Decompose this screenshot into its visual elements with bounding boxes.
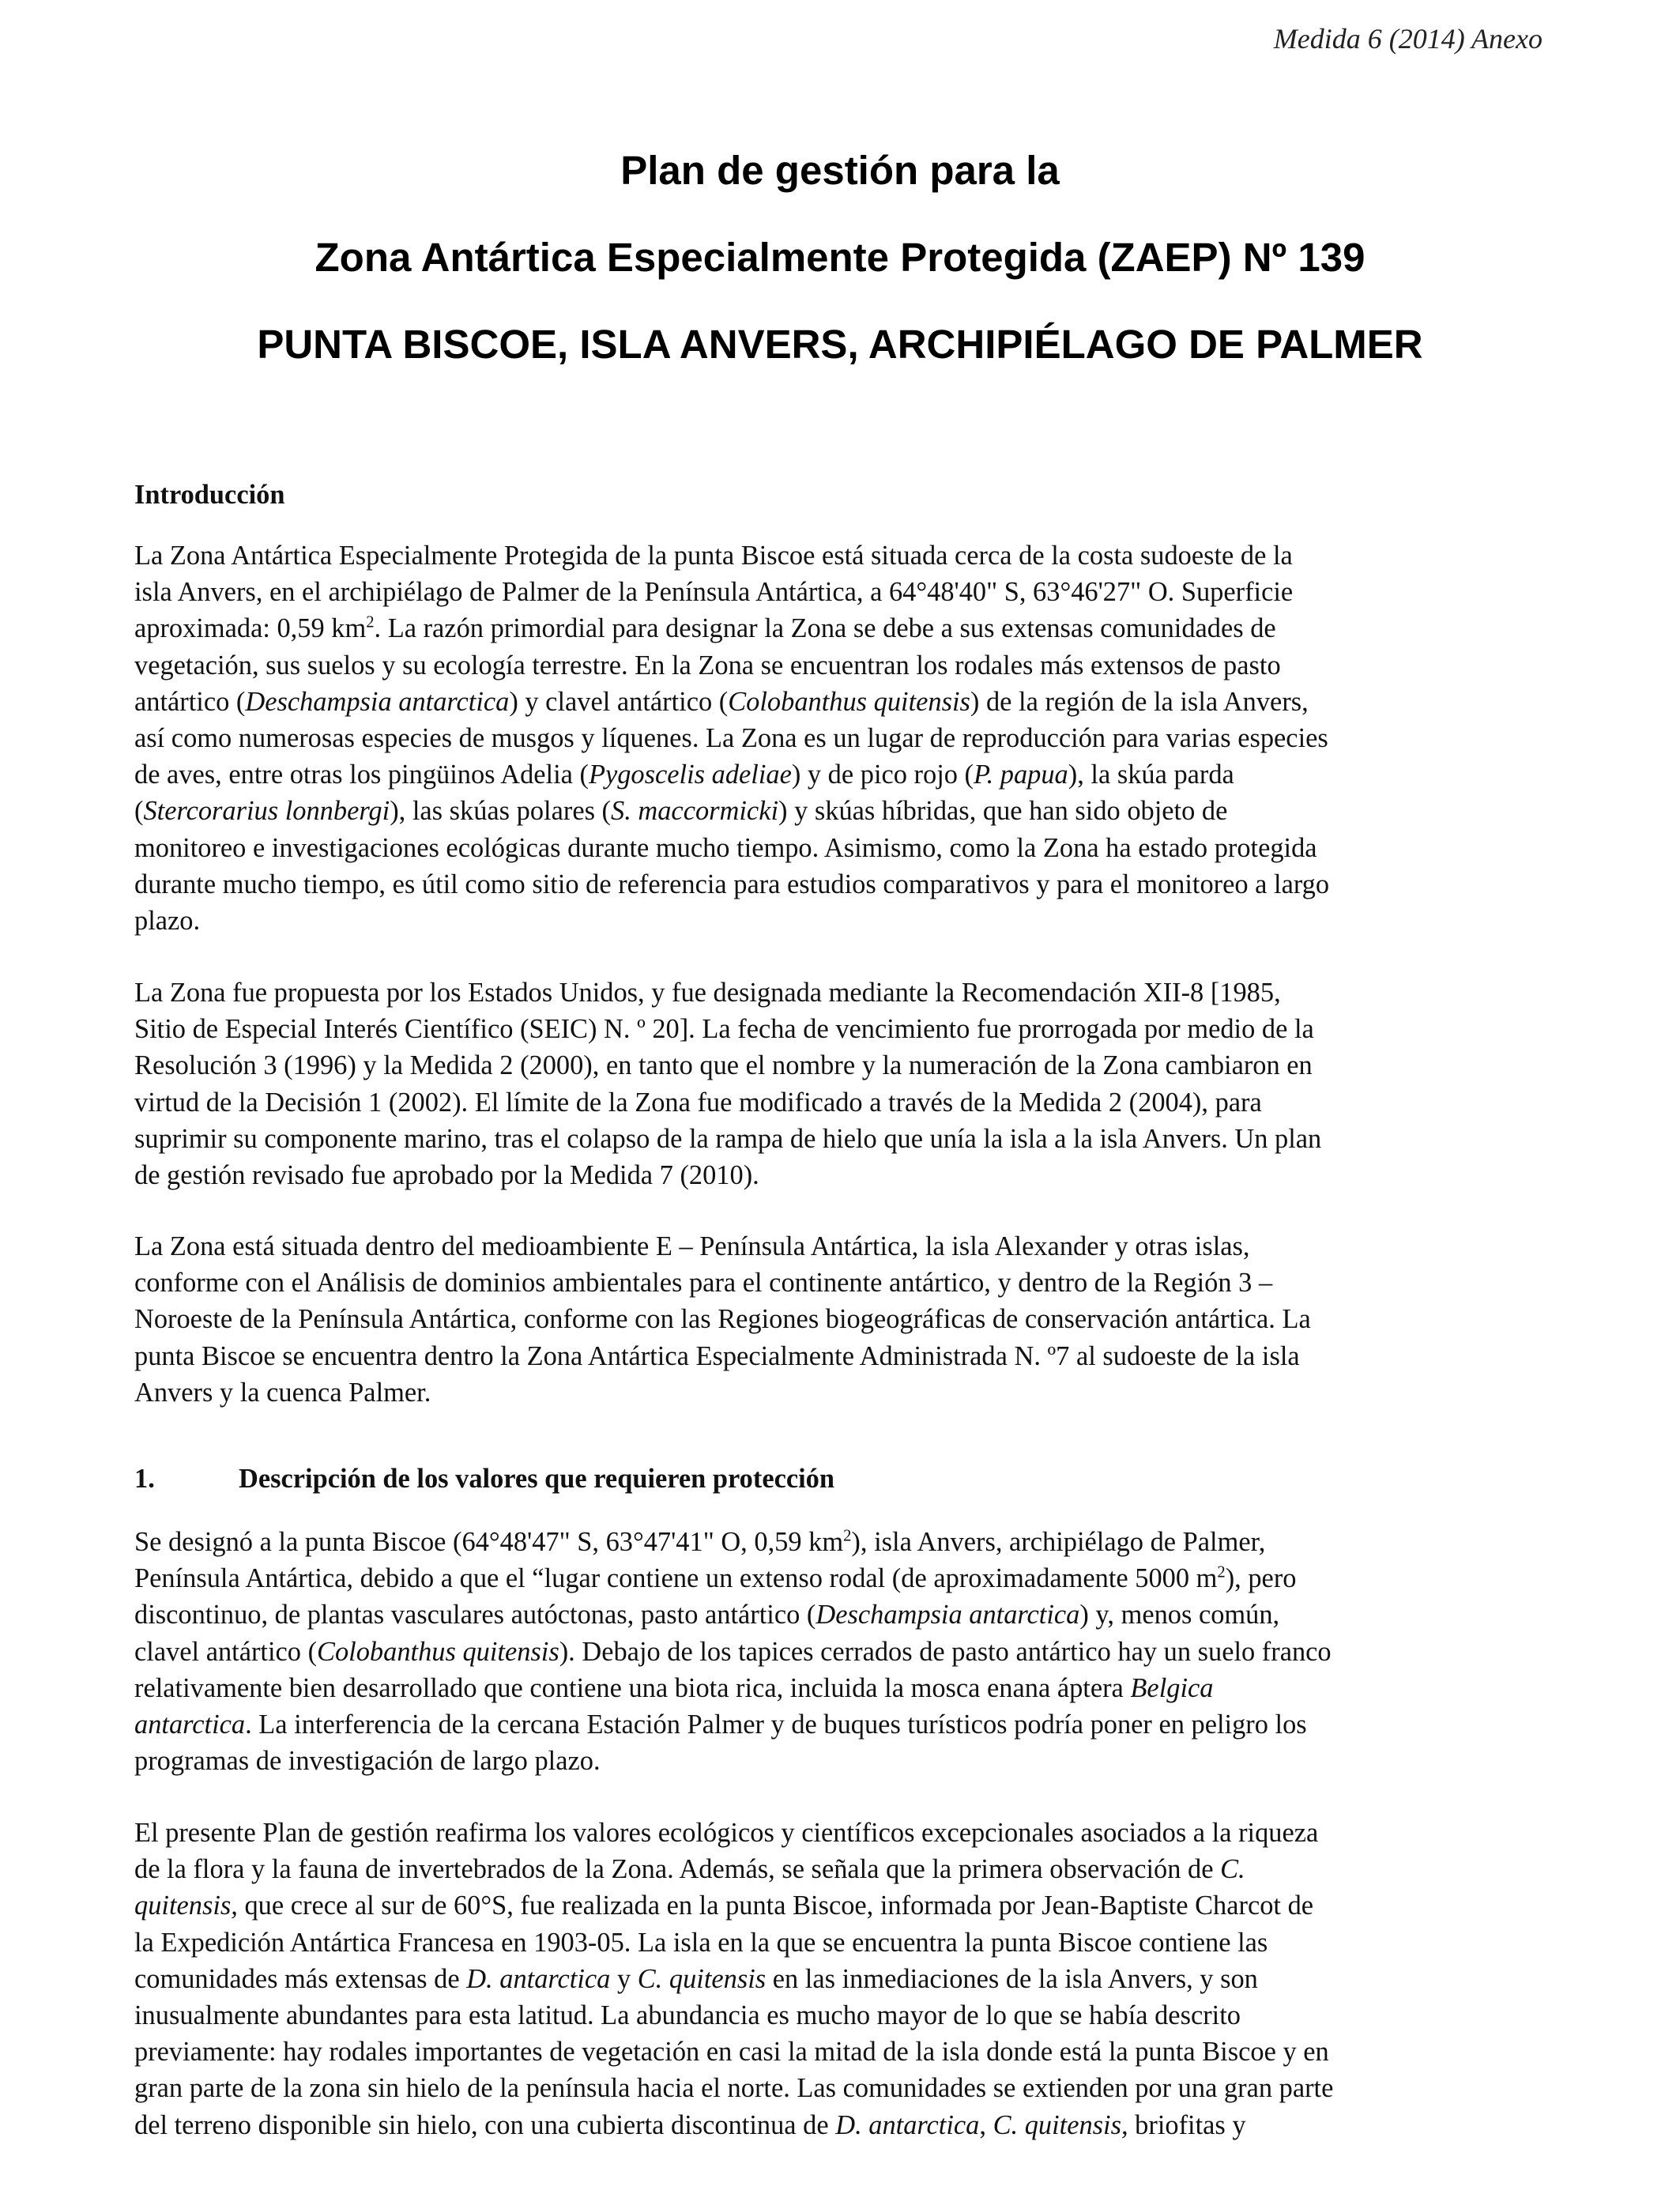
text-line: aproximada: 0,59 $km^2$. La razón primordial para designar la Zona se debe a sus extensas comunidades de bbox=[134, 613, 1276, 644]
text-line: de gestión revisado fue aprobado por la Medida 7 (2010). bbox=[134, 1160, 759, 1191]
section-1-heading bbox=[134, 1461, 834, 1497]
text-line: la Expedición Antártica Francesa en 1903-05. La isla en la que se encuentra la punta Biscoe contiene las bbox=[134, 1927, 1268, 1958]
intro-paragraph-2 bbox=[134, 974, 1549, 1193]
text-line: La Zona Antártica Especialmente Protegida de la punta Biscoe está situada cerca de la costa sudoeste de la bbox=[134, 541, 1293, 571]
section-1-paragraph-2 bbox=[134, 1815, 1549, 2143]
text-line: plazo. bbox=[134, 906, 201, 937]
text-line: comunidades más extensas de D. antarctica y C. quitensis en las inmediaciones de la isla Anvers, y son bbox=[134, 1963, 1258, 1994]
text-line: (Stercorarius lonnbergi), las skúas polares (S. maccormicki) y skúas híbridas, que han sido objeto de bbox=[134, 796, 1228, 827]
title-line-1: Plan de gestión para la bbox=[620, 148, 1060, 193]
text-line: previamente: hay rodales importantes de vegetación en casi la mitad de la isla donde está la punta Biscoe y en bbox=[134, 2037, 1329, 2068]
text-line: discontinuo, de plantas vasculares autóctonas, pasto antártico (Deschampsia antarctica) y, menos común, bbox=[134, 1600, 1280, 1630]
text-line: antártico (Deschampsia antarctica) y clavel antártico (Colobanthus quitensis) de la región de la isla Anvers, bbox=[134, 686, 1309, 717]
text-line: virtud de la Decisión 1 (2002). El límite de la Zona fue modificado a través de la Medida 2 (2004), para bbox=[134, 1087, 1262, 1118]
text-line: de aves, entre otras los pingüinos Adelia (Pygoscelis adeliae) y de pico rojo (P. papua), la skúa parda bbox=[134, 760, 1234, 790]
text-line: isla Anvers, en el archipiélago de Palmer de la Península Antártica, a 64°48'40" S, 63°46'27" O. Superficie bbox=[134, 577, 1294, 608]
text-line: La Zona está situada dentro del medioambiente E – Península Antártica, la isla Alexander y otras islas, bbox=[134, 1231, 1250, 1261]
intro-heading: Introducción bbox=[134, 480, 285, 510]
text-line: de la flora y la fauna de invertebrados de la Zona. Además, se señala que la primera observación de C. bbox=[134, 1854, 1245, 1885]
document-title bbox=[0, 145, 1680, 374]
section-title: Descripción de los valores que requieren protección bbox=[239, 1464, 834, 1494]
document-reference: Medida 6 (2014) Anexo bbox=[1273, 23, 1543, 55]
section-number: 1. bbox=[134, 1464, 155, 1494]
intro-paragraph-3 bbox=[134, 1228, 1549, 1411]
text-line: El presente Plan de gestión reafirma los valores ecológicos y científicos excepcionales asociados a la riqueza bbox=[134, 1818, 1319, 1848]
text-line: antarctica. La interferencia de la cercana Estación Palmer y de buques turísticos podría poner en peligro los bbox=[134, 1710, 1307, 1740]
text-line: Se designó a la punta Biscoe (64°48'47" S, 63°47'41" O, 0,59 $km^2$), isla Anvers, archipiélago de Palmer, bbox=[134, 1527, 1266, 1557]
text-line: programas de investigación de largo plazo. bbox=[134, 1746, 601, 1777]
text-line: inusualmente abundantes para esta latitud. La abundancia es mucho mayor de lo que se había descrito bbox=[134, 2000, 1241, 2031]
text-line: monitoreo e investigaciones ecológicas durante mucho tiempo. Asimismo, como la Zona ha estado protegida bbox=[134, 832, 1317, 863]
title-line-3: PUNTA BISCOE, ISLA ANVERS, ARCHIPIÉLAGO DE PALMER bbox=[257, 322, 1423, 367]
text-line: relativamente bien desarrollado que contiene una biota rica, incluida la mosca enana áptera Belgica bbox=[134, 1672, 1214, 1703]
text-line: así como numerosas especies de musgos y líquenes. La Zona es un lugar de reproducción para varias especies bbox=[134, 723, 1328, 754]
text-line: durante mucho tiempo, es útil como sitio de referencia para estudios comparativos y para el monitoreo a largo bbox=[134, 869, 1330, 899]
text-line: La Zona fue propuesta por los Estados Unidos, y fue designada mediante la Recomendación XII-8 [1985, bbox=[134, 978, 1281, 1008]
text-line: conforme con el Análisis de dominios ambientales para el continente antártico, y dentro de la Región 3 – bbox=[134, 1268, 1273, 1299]
section-1-paragraph-1 bbox=[134, 1524, 1549, 1779]
text-line: gran parte de la zona sin hielo de la península hacia el norte. Las comunidades se extienden por una gran parte bbox=[134, 2073, 1334, 2104]
text-line: punta Biscoe se encuentra dentro la Zona Antártica Especialmente Administrada N. º7 al sudoeste de la isla bbox=[134, 1340, 1300, 1371]
text-line: del terreno disponible sin hielo, con una cubierta discontinua de D. antarctica, C. quitensis, briofitas y bbox=[134, 2109, 1246, 2140]
text-line: quitensis, que crece al sur de 60°S, fue realizada en la punta Biscoe, informada por Jean-Baptiste Charcot de bbox=[134, 1891, 1314, 1921]
text-line: Noroeste de la Península Antártica, conforme con las Regiones biogeográficas de conservación antártica. La bbox=[134, 1304, 1311, 1335]
title-line-2: Zona Antártica Especialmente Protegida (ZAEP) Nº 139 bbox=[315, 235, 1365, 280]
text-line: Anvers y la cuenca Palmer. bbox=[134, 1377, 431, 1408]
intro-paragraph-1 bbox=[134, 537, 1549, 939]
text-line: Resolución 3 (1996) y la Medida 2 (2000), en tanto que el nombre y la numeración de la Zona cambiaron en bbox=[134, 1050, 1313, 1081]
text-line: vegetación, sus suelos y su ecología terrestre. En la Zona se encuentran los rodales más extensos de pasto bbox=[134, 650, 1281, 680]
text-line: suprimir su componente marino, tras el colapso de la rampa de hielo que unía la isla a la isla Anvers. Un plan bbox=[134, 1123, 1322, 1154]
text-line: clavel antártico (Colobanthus quitensis). Debajo de los tapices cerrados de pasto antártico hay un suelo franco bbox=[134, 1636, 1332, 1667]
text-line: Sitio de Especial Interés Científico (SEIC) N. º 20]. La fecha de vencimiento fue prorrogada por medio de la bbox=[134, 1014, 1314, 1045]
text-line: Península Antártica, debido a que el “lugar contiene un extenso rodal (de aproximadamente 5000 $m^2$), pero bbox=[134, 1563, 1297, 1594]
